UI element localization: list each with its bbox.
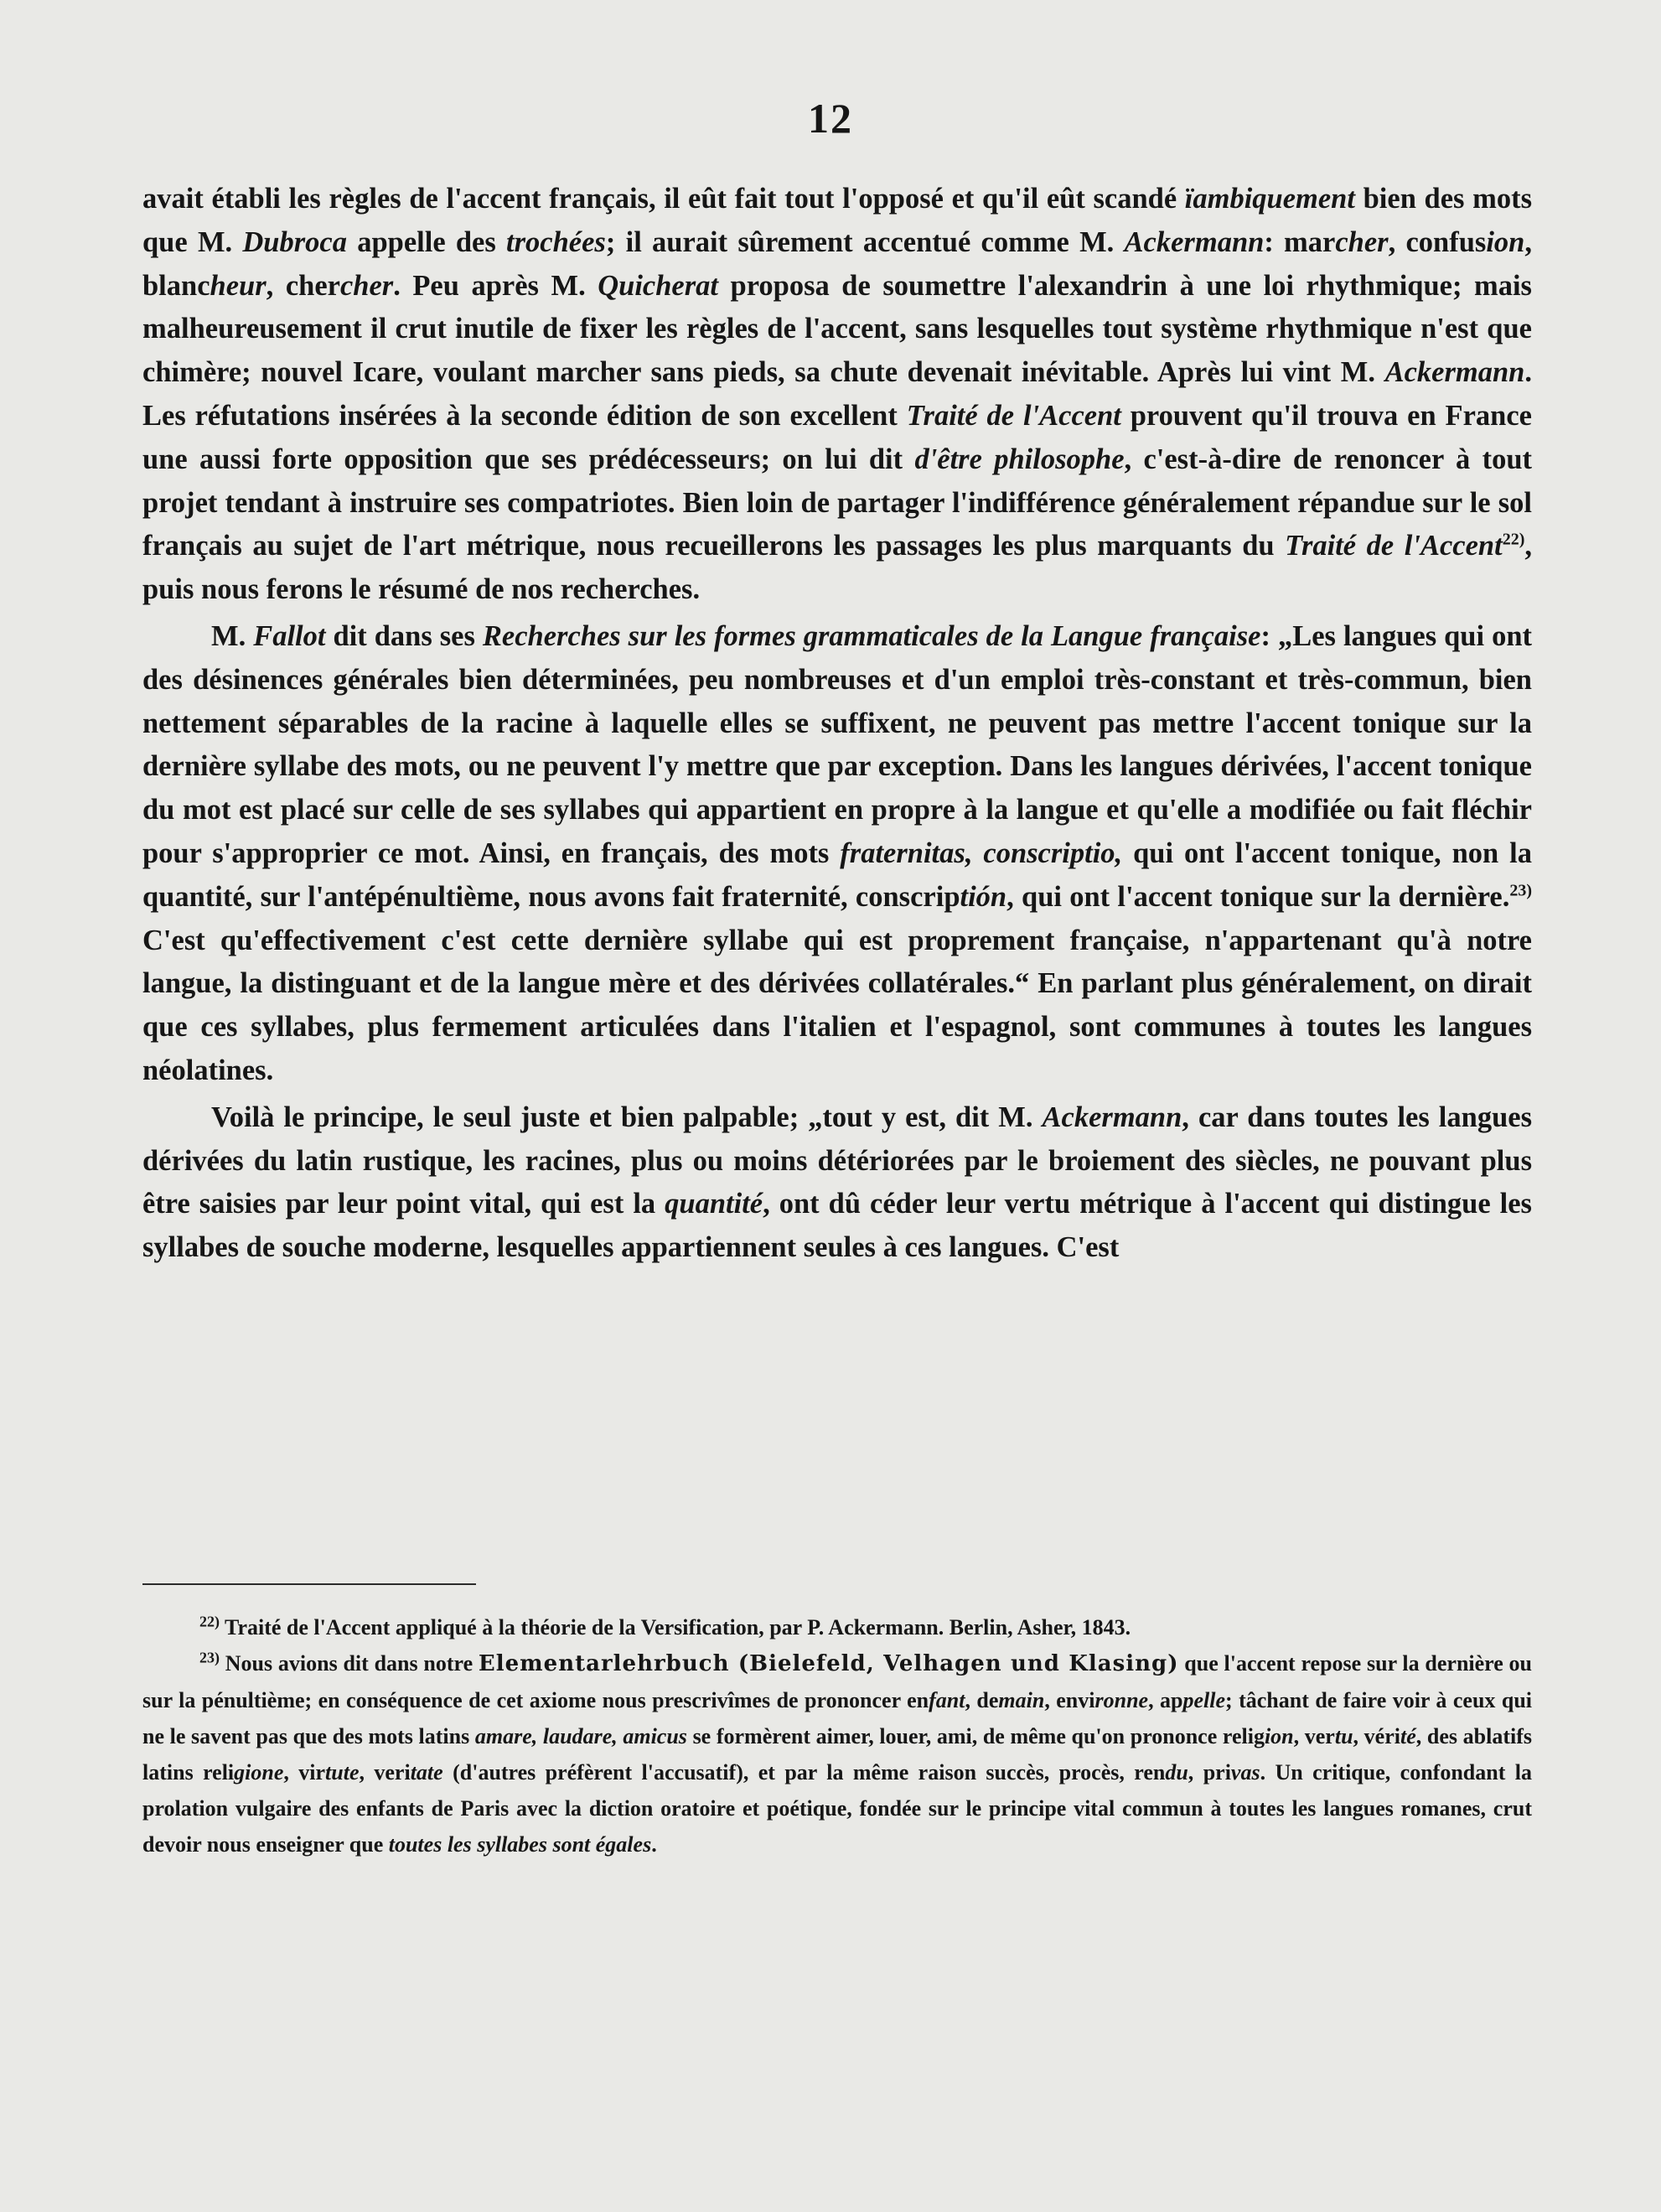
- paragraph-3: Voilà le principe, le seul juste et bien palpable; „tout y est, dit M. Ackermann, car dans toutes les langues dérivées du latin rustique, les racines, plus ou moins détériorées par le broiement des siècles, ne pouvant plus être saisies par leur point vital, qui est la quantité, ont dû céder leur vertu métrique à l'accent qui distingue les syllabes de souche moderne, lesquelles appartiennent seules à ces langues. C'est: [142, 1101, 1532, 1264]
- page-number: 12: [808, 95, 853, 142]
- footnote-23: $^{23)}$ Nous avions dit dans notre Elementarlehrbuch (Bielefeld, Velhagen und Klasing) que l'accent repose sur la dernière ou sur la pénultième; en conséquence de cet axiome nous prescrivîmes de prononcer enfant, demain, environne, appelle; tâchant de faire voir à ceux qui ne le savent pas que des mots latins amare, laudare, amicus se formèrent aimer, louer, ami, de même qu'on prononce religion, vertu, vérité, des ablatifs latins religione, virtute, veritate (d'autres préfèrent l'accusatif), et par la même raison succès, procès, rendu, privas. Un critique, confondant la prolation vulgaire des enfants de Paris avec la diction oratoire et poétique, fondée sur le principe vital commun à toutes les langues romanes, crut devoir nous enseigner que toutes les syllabes sont égales.: [142, 1649, 1533, 1857]
- footnotes: [142, 1609, 1532, 1862]
- footnote-22: $^{22)}$ Traité de l'Accent appliqué à la théorie de la Versification, par P. Ackermann. Berlin, Asher, 1843.: [199, 1613, 1131, 1640]
- paragraph-2: M. Fallot dit dans ses Recherches sur les formes grammaticales de la Langue française: „Les langues qui ont des désinences générales bien déterminées, peu nombreuses et d'un emploi très-constant et très-commun, bien nettement séparables de la racine à laquelle elles se suffixent, ne peuvent pas mettre l'accent tonique sur la dernière syllabe des mots, ou ne peuvent l'y mettre que par exception. Dans les langues dérivées, l'accent tonique du mot est placé sur celle de ses syllabes qui appartient en propre à la langue et qu'elle a modifiée ou fait fléchir pour s'approprier ce mot. Ainsi, en français, des mots fraternitas, conscriptio, qui ont l'accent tonique, non la quantité, sur l'antépénultième, nous avons fait fraternité, conscriptión, qui ont l'accent tonique sur la dernière.$^{23)}$ C'est qu'effectivement c'est cette dernière syllabe qui est proprement française, n'appartenant qu'à notre langue, la distinguant et de la langue mère et des dérivées collatérales.“ En parlant plus généralement, on dirait que ces syllabes, plus fermement articulées dans l'italien et l'espagnol, sont communes à toutes les langues néolatines.: [142, 619, 1532, 1086]
- footnote-ref-23[interactable]: 23): [1509, 881, 1532, 900]
- main-text: [142, 178, 1532, 1270]
- paragraph-1: avait établi les règles de l'accent français, il eût fait tout l'opposé et qu'il eût scandé ïambiquement bien des mots que M. Dubroca appelle des trochées; il aurait sûrement accentué comme M. Ackermann: marcher, confusion, blancheur, chercher. Peu après M. Quicherat proposa de soumettre l'alexandrin à une loi rhythmique; mais malheureusement il crut inutile de fixer les règles de l'accent, sans lesquelles tout système rhythmique n'est que chimère; nouvel Icare, voulant marcher sans pieds, sa chute devenait inévitable. Après lui vint M. Ackermann. Les réfutations insérées à la seconde édition de son excellent Traité de l'Accent prouvent qu'il trouva en France une aussi forte opposition que ses prédécesseurs; on lui dit d'être philosophe, c'est-à-dire de renoncer à tout projet tendant à instruire ses compatriotes. Bien loin de partager l'indifférence généralement répandue sur le sol français au sujet de l'art métrique, nous recueillerons les passages les plus marquants du Traité de l'Accent$^{22)}$, puis nous ferons le résumé de nos recherches.: [142, 183, 1532, 606]
- footnote-divider: [142, 1583, 476, 1585]
- footnote-ref-22[interactable]: 22): [1502, 530, 1525, 549]
